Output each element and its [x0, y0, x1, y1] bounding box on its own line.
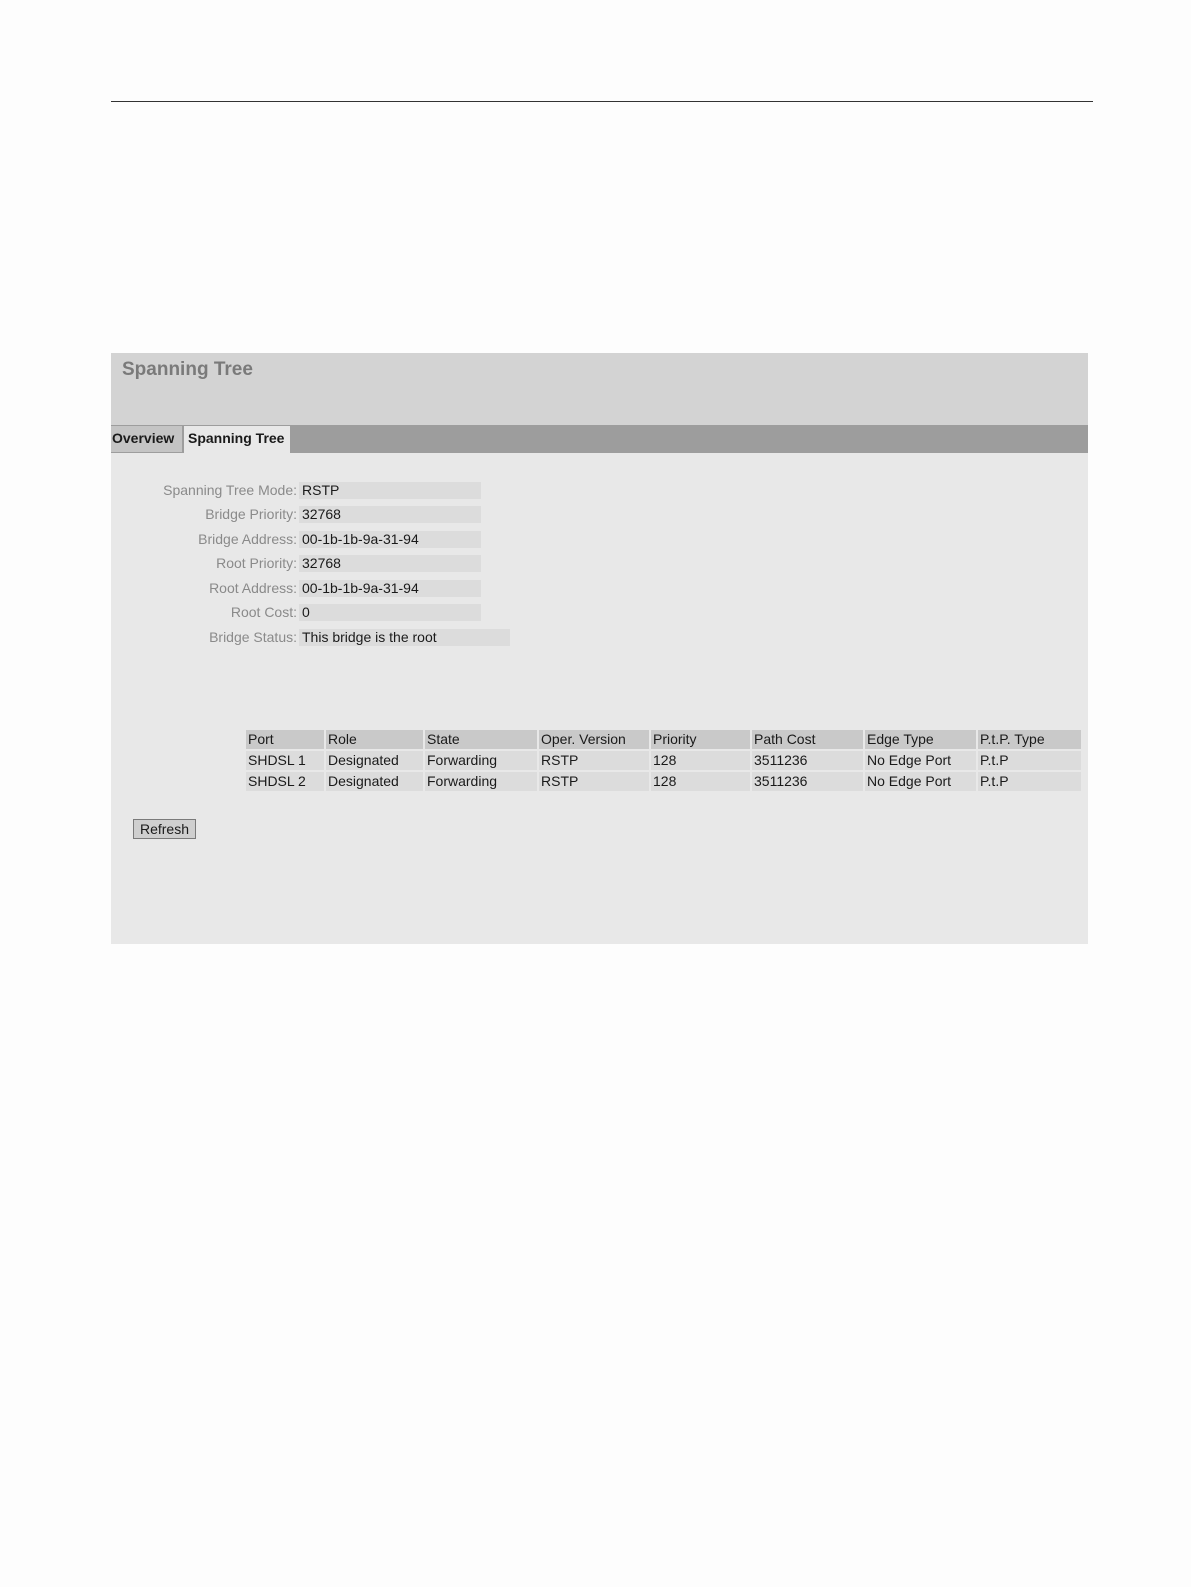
column-header-ptp-type: P.t.P. Type	[978, 730, 1081, 749]
cell-role: Designated	[326, 772, 423, 791]
column-header-oper-version: Oper. Version	[539, 730, 649, 749]
field-value-bridge-priority: 32768	[299, 506, 481, 523]
tab-spanning-tree[interactable]: Spanning Tree	[184, 426, 290, 453]
page-title: Spanning Tree	[122, 359, 253, 380]
cell-path-cost: 3511236	[752, 772, 863, 791]
field-label: Root Priority:	[216, 555, 297, 571]
field-value-spanning-tree-mode: RSTP	[299, 482, 481, 499]
column-header-priority: Priority	[651, 730, 750, 749]
field-value-root-priority: 32768	[299, 555, 481, 572]
panel-header	[111, 353, 1088, 425]
field-label: Root Address:	[209, 580, 297, 596]
column-header-role: Role	[326, 730, 423, 749]
cell-priority: 128	[651, 751, 750, 770]
cell-ptp-type: P.t.P	[978, 751, 1081, 770]
cell-path-cost: 3511236	[752, 751, 863, 770]
cell-ptp-type: P.t.P	[978, 772, 1081, 791]
field-row-bridge-priority	[111, 505, 297, 523]
field-value-root-cost: 0	[299, 604, 481, 621]
field-label: Bridge Status:	[209, 629, 297, 645]
cell-priority: 128	[651, 772, 750, 791]
cell-state: Forwarding	[425, 772, 537, 791]
field-value-root-address: 00-1b-1b-9a-31-94	[299, 580, 481, 597]
field-row-bridge-status	[111, 628, 297, 646]
field-row-root-priority	[111, 554, 297, 572]
spanning-tree-panel	[111, 353, 1088, 944]
column-header-path-cost: Path Cost	[752, 730, 863, 749]
column-header-port: Port	[246, 730, 324, 749]
table-row	[246, 772, 1081, 791]
field-label: Bridge Priority:	[205, 506, 297, 522]
field-value-bridge-address: 00-1b-1b-9a-31-94	[299, 531, 481, 548]
field-row-root-address	[111, 579, 297, 597]
cell-edge-type: No Edge Port	[865, 751, 976, 770]
cell-oper-version: RSTP	[539, 772, 649, 791]
tab-bar	[111, 425, 1088, 453]
port-status-table	[244, 728, 1083, 793]
field-row-root-cost	[111, 603, 297, 621]
cell-role: Designated	[326, 751, 423, 770]
cell-oper-version: RSTP	[539, 751, 649, 770]
field-row-spanning-tree-mode	[111, 481, 297, 499]
page-top-rule	[111, 101, 1093, 102]
field-row-bridge-address	[111, 530, 297, 548]
column-header-edge-type: Edge Type	[865, 730, 976, 749]
column-header-state: State	[425, 730, 537, 749]
tab-overview[interactable]: Overview	[111, 426, 182, 452]
cell-edge-type: No Edge Port	[865, 772, 976, 791]
field-label: Root Cost:	[230, 604, 297, 620]
table-row	[246, 751, 1081, 770]
cell-state: Forwarding	[425, 751, 537, 770]
field-label: Bridge Address:	[198, 531, 297, 547]
field-label: Spanning Tree Mode:	[163, 482, 297, 498]
cell-port: SHDSL 2	[246, 772, 324, 791]
cell-port: SHDSL 1	[246, 751, 324, 770]
field-value-bridge-status: This bridge is the root	[299, 629, 510, 646]
refresh-button[interactable]: Refresh	[133, 819, 196, 839]
table-header-row	[246, 730, 1081, 749]
